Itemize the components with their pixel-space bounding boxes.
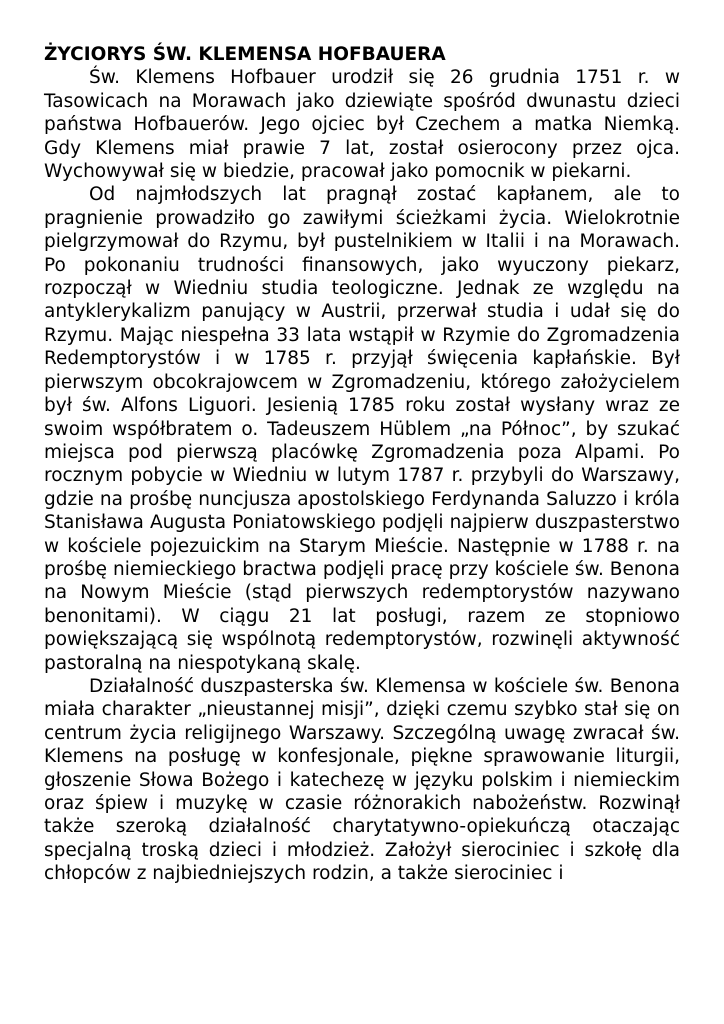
document-title: ŻYCIORYS ŚW. KLEMENSA HOFBAUERA bbox=[44, 44, 446, 65]
paragraph-ministry: Działalność duszpasterska św. Klemensa w kościele św. Benona miała charakter „nieustannej misji”, dzięki czemu szybko stał się on centrum życia religijnego Warszawy. Szczególną uwagę zwracał św. Klemens na posługę w konfesjonale, piękne sprawowanie liturgii, głoszenie Słowa Bożego i katechezę w języku polskim i niemieckim oraz śpiew i muzykę w czasie różnorakich nabożeństw. Rozwinął także szeroką działalność charytatywno-opiekuńczą otaczając specjalną troską dzieci i młodzież. Założył sierociniec i szkołę dla chłopców z najbiedniejszych rodzin, a także sierociniec i bbox=[44, 675, 680, 885]
paragraph-vocation: Od najmłodszych lat pragnął zostać kapłanem, ale to pragnienie prowadziło go zawiłymi ścieżkami życia. Wielokrotnie pielgrzymował do Rzymu, był pustelnikiem w Italii i na Morawach. Po pokonaniu trudności finansowych, jako wyuczony piekarz, rozpoczął w Wiedniu studia teologiczne. Jednak ze względu na antyklerykalizm panujący w Austrii, przerwał studia i udał się do Rzymu. Mając niespełna 33 lata wstąpił w Rzymie do Zgromadzenia Redemptorystów i w 1785 r. przyjął święcenia kapłańskie. Był pierwszym obcokrajowcem w Zgromadzeniu, którego założycielem był św. Alfons Liguori. Jesienią 1785 roku został wysłany wraz ze swoim współbratem o. Tadeuszem Hüblem „na Północ”, by szukać miejsca pod pierwszą placówkę Zgromadzenia poza Alpami. Po rocznym pobycie w Wiedniu w lutym 1787 r. przybyli do Warszawy, gdzie na prośbę nuncjusza apostolskiego Ferdynanda Saluzzo i króla Stanisława Augusta Poniatowskiego podjęli najpierw duszpasterstwo w kościele pojezuickim na Starym Mieście. Następnie w 1788 r. na prośbę niemieckiego bractwa podjęli pracę przy kościele św. Benona na Nowym Mieście (stąd pierwszych redemptorystów nazywano benonitami). W ciągu 21 lat posługi, razem ze stopniowo powiększającą się wspólnotą redemptorystów, rozwinęli aktywność pastoralną na niespotykaną skalę. bbox=[44, 184, 680, 674]
document-page bbox=[44, 43, 680, 886]
paragraph-birth: Św. Klemens Hofbauer urodził się 26 grudnia 1751 r. w Tasowicach na Morawach jako dziewiąte spośród dwunastu dzieci państwa Hofbauerów. Jego ojciec był Czechem a matka Niemką. Gdy Klemens miał prawie 7 lat, został osierocony przez ojca. Wychowywał się w biedzie, pracował jako pomocnik w piekarni. bbox=[44, 67, 680, 183]
